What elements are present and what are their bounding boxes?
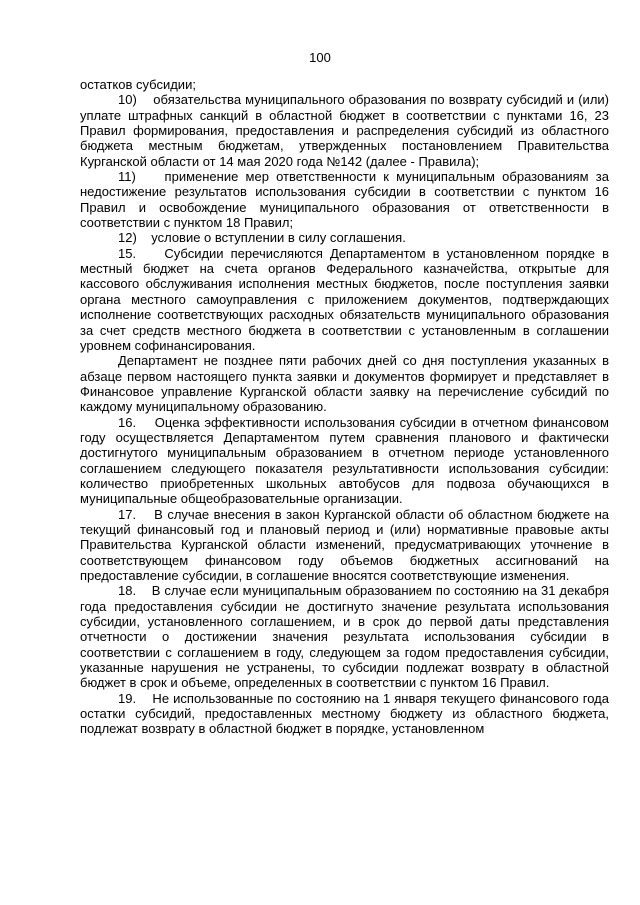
paragraph-clause-15: 15. Субсидии перечисляются Департаментом в установленном порядке в местный бюджет на счета органов Федерального казначейства, открытые для кассового обслуживания исполнения местных бюджетов, после поступления заявки органа местного самоуправления с приложением документов, подтверждающих исполнение соответствующих расходных обязательств муниципального образования за счет средств местного бюджета в соответствии с установленным в соглашении уровнем софинансирования. [80, 245, 609, 353]
paragraph-item-12: 12) условие о вступлении в силу соглашения. [118, 230, 406, 246]
paragraph-clause-19: 19. Не использованные по состоянию на 1 января текущего финансового года остатки субсидий, предоставленных местному бюджету из областного бюджета, подлежат возврату в областной бюджет в порядке, установленном [80, 690, 609, 737]
paragraph-clause-15-2: Департамент не позднее пяти рабочих дней со дня поступления указанных в абзаце первом настоящего пункта заявки и документов формирует и представляет в Финансовое управление Курганской области заявку на перечисление субсидий по каждому муниципальному образованию. [80, 353, 609, 415]
paragraph-item-10: 10) обязательства муниципального образования по возврату субсидий и (или) уплате штрафных санкций в областной бюджет в соответствии с пунктами 16, 23 Правил формирования, предоставления и распределения субсидий из областного бюджета местным бюджетам, утвержденных постановлением Правительства Курганской области от 14 мая 2020 года №142 (далее - Правила); [80, 92, 609, 169]
paragraph-item-11: 11) применение мер ответственности к муниципальным образованиям за недостижение результатов использования субсидии в соответствии с пунктом 16 Правил и освобождение муниципального образования от ответственности в соответствии с пунктом 18 Правил; [80, 169, 609, 231]
paragraph-clause-16: 16. Оценка эффективности использования субсидии в отчетном финансовом году осуществляется Департаментом путем сравнения планового и фактически достигнутого муниципальным образованием в отчетном периоде установленного соглашением следующего показателя результативности использования субсидии: количество приобретенных школьных автобусов для подвоза обучающихся в муниципальные общеобразовательные организации. [80, 414, 609, 507]
paragraph-continuation: остатков субсидии; [80, 77, 196, 92]
document-body [80, 77, 609, 737]
paragraph-clause-17: 17. В случае внесения в закон Курганской области об областном бюджете на текущий финансовый год и плановый период и (или) нормативные правовые акты Правительства Курганской области изменений, предусматривающих уточнение в соответствующем финансовом году объемов бюджетных ассигнований на предоставление субсидии, в соглашение вносятся соответствующие изменения. [80, 506, 609, 583]
paragraph-clause-18: 18. В случае если муниципальным образованием по состоянию на 31 декабря года предоставления субсидии не достигнуто значение результата использования субсидии, установленного соглашением, и в срок до первой даты представления отчетности о достижении значения результата использования субсидии в соответствии с соглашением в году, следующем за годом предоставления субсидии, указанные нарушения не устранены, то субсидии подлежат возврату в областной бюджет в срок и объеме, определенных в соответствии с пунктом 16 Правил. [80, 583, 609, 691]
page-number: 100 [309, 50, 331, 65]
